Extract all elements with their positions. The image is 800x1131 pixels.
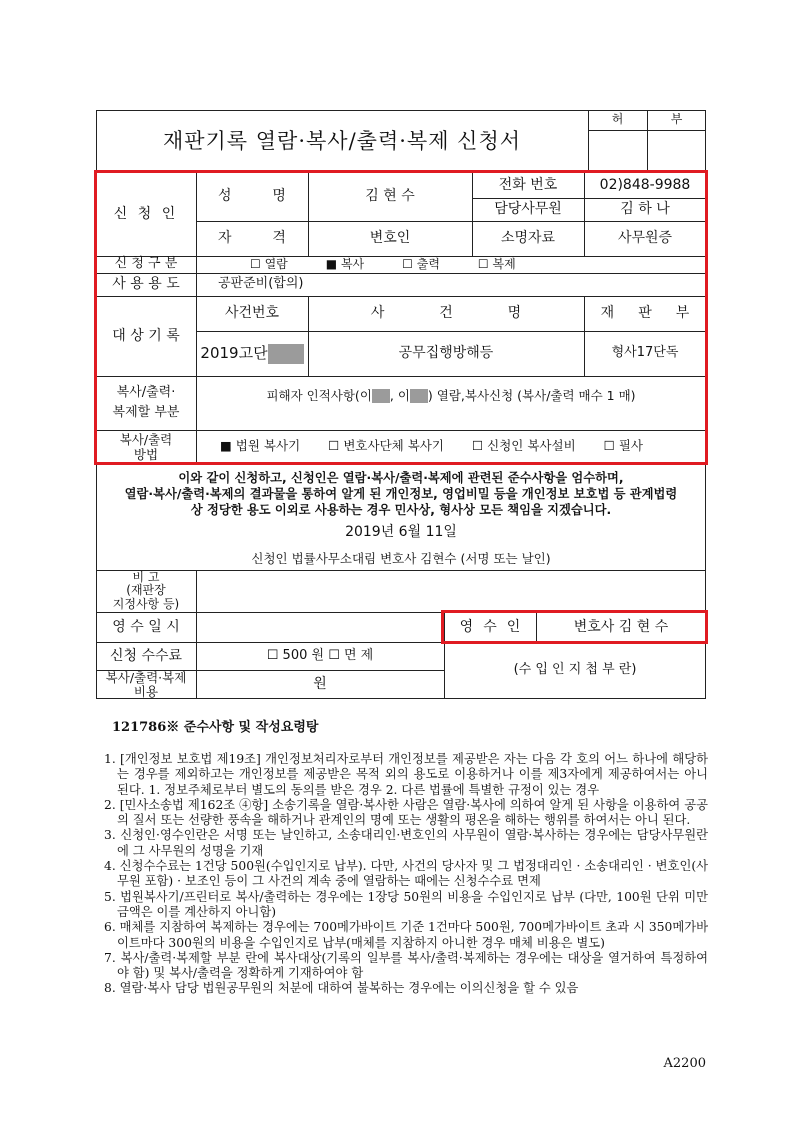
proof-doc-label: 소명자료 — [500, 230, 556, 247]
checkbox-bar-copier[interactable]: ☐ 변호사단체 복사기 — [328, 438, 444, 454]
notice-item: 5. 법원복사기/프린터로 복사/출력하는 경우에는 1장당 50원의 비용을 수입인지로 납부 (다만, 100원 단위 미만 금액은 이를 계산하지 아니함) — [104, 889, 708, 919]
copy-part-field[interactable]: 피해자 인적사항(이 , 이 ) 열람,복사신청 (복사/출력 매수 1 매) — [266, 387, 636, 403]
case-name-field[interactable]: 공무집행방해등 — [398, 345, 494, 362]
notice-item: 8. 열람·복사 담당 법원공무원의 처분에 대하여 불복하는 경우에는 이의신청을 할 수 있음 — [104, 981, 579, 996]
proof-doc-field[interactable]: 사무원증 — [617, 230, 673, 247]
notice-item: 1. [개인정보 보호법 제19조] 개인정보처리자로부터 개인정보를 제공받은 자는 다음 각 호의 어느 하나에 해당하는 경우를 제외하고는 개인정보를 제공받은 목적 외의 용도로 이용하거나 이를 제3자에게 제공하여서는 아니 된다. 1. 정보주체로부터 별도의 동의를 받은 경우 2. 다른 법률에 특별한 규정이 있는 경우 — [104, 752, 708, 797]
form-code: A2200 — [663, 1056, 706, 1071]
checkbox-duplicate[interactable]: ☐ 복제 — [477, 256, 516, 271]
phone-field[interactable]: 02)848-9988 — [599, 176, 691, 193]
pledge-text: 이와 같이 신청하고, 신청인은 열람·복사/출력·복제에 관련된 준수사항을 엄수하며, 열람·복사/출력·복제의 결과물을 통하여 알게 된 개인정보, 영업비밀 등을 개인정보 보호법 등 관계법령 상 정당한 용도 이외로 사용하는 경우 민사상, 형사상 모든 책임을 지겠습니다. — [124, 471, 678, 517]
approval-permit-label: 허 — [611, 112, 624, 127]
highlight-box — [94, 170, 708, 465]
fee-field[interactable]: ☐ 500 원 ☐ 면 제 — [266, 647, 374, 663]
qualification-field[interactable]: 변호인 — [369, 230, 411, 247]
phone-label: 전화 번호 — [498, 176, 558, 193]
receipt-date-label: 영 수 일 시 — [112, 618, 180, 635]
case-number-field[interactable]: 2019고단 — [196, 331, 308, 376]
case-number-label: 사건번호 — [224, 305, 280, 322]
remarks-field[interactable] — [196, 570, 706, 612]
division-label: 재 판 부 — [600, 305, 690, 322]
approval-deny-box[interactable] — [647, 130, 706, 172]
staff-label: 담당사무원 — [494, 201, 562, 218]
name-field[interactable]: 김 현 수 — [365, 188, 415, 205]
notice-item: 4. 신청수수료는 1건당 500원(수입인지로 납부). 다만, 사건의 당사자 및 그 법정대리인 · 소송대리인 · 변호인(사무원 포함) · 보조인 등이 그 사건의 계속 중에 열람하는 때에는 신청수수료 면제 — [104, 859, 708, 889]
notice-item: 2. [민사소송법 제162조 ④항] 소송기록을 열람·복사한 사람은 열람·복사에 의하여 알게 된 사항을 이용하여 공공의 질서 또는 선량한 풍속을 해하거나 관계인의 명예 또는 생활의 평온을 해하는 행위를 하여서는 아니 된다. — [104, 797, 708, 828]
highlight-box — [441, 610, 708, 644]
form-title: 재판기록 열람·복사/출력·복제 신청서 — [162, 128, 522, 153]
remarks-label: 비 고 (재판장 지정사항 등) — [112, 570, 180, 611]
copy-part-label: 복사/출력· 복제할 부분 — [112, 384, 180, 420]
notice-item: 7. 복사/출력·복제할 부분 란에 복사대상(기록의 일부를 복사/출력·복제하는 경우에는 대상을 열거하여 특정하여야 함) 및 복사/출력을 정확하게 기재하여야 함 — [104, 950, 708, 981]
application-date: 2019년 6월 11일 — [345, 524, 457, 540]
division-field[interactable]: 형사17단독 — [611, 345, 679, 361]
copy-cost-field[interactable]: 원 — [313, 676, 327, 693]
target-record-label: 대 상 기 록 — [112, 327, 180, 344]
case-name-label: 사 건 명 — [370, 305, 522, 322]
checkbox-print[interactable]: ☐ 출력 — [402, 256, 440, 271]
applicant-label: 신 청 인 — [113, 205, 179, 222]
notice-item: 6. 매체를 지참하여 복제하는 경우에는 700메가바이트 기준 1건마다 500원, 700메가바이트 초과 시 350메가바이트마다 300원의 비용을 수입인지로 납부(매체를 지참하지 아니한 경우 매체 비용은 별도) — [104, 920, 708, 950]
checkbox-view[interactable]: ☐ 열람 — [250, 256, 288, 271]
fee-label: 신청 수수료 — [109, 647, 183, 664]
applicant-signature[interactable]: 신청인 법률사무소대림 변호사 김현수 (서명 또는 날인) — [251, 551, 551, 566]
copy-cost-label: 복사/출력·복제 비용 — [105, 669, 187, 699]
receiver-label: 영 수 인 — [459, 618, 521, 635]
revenue-stamp-area: (수 입 인 지 첩 부 란) — [513, 662, 637, 678]
staff-field[interactable]: 김 하 나 — [620, 201, 670, 218]
receiver-field[interactable]: 변호사 김 현 수 — [573, 618, 669, 635]
usage-field[interactable]: 공판준비(합의) — [218, 276, 304, 292]
name-label: 성 명 — [218, 188, 286, 205]
checkbox-court-copier[interactable]: ■ 법원 복사기 — [220, 438, 301, 454]
checkbox-own-equipment[interactable]: ☐ 신청인 복사설비 — [471, 438, 576, 454]
notice-item: 3. 신청인·영수인란은 서명 또는 날인하고, 소송대리인·변호인의 사무원이 열람·복사하는 경우에는 담당사무원란에 그 사무원의 성명을 기재 — [104, 828, 708, 858]
request-type-label: 신 청 구 분 — [114, 256, 178, 272]
approval-permit-box[interactable] — [588, 130, 647, 172]
notice-list — [104, 752, 708, 997]
method-label: 복사/출력 방법 — [119, 431, 173, 462]
checkbox-copy[interactable]: ■ 복사 — [325, 256, 365, 271]
approval-deny-label: 부 — [670, 112, 683, 127]
usage-label: 사 용 용 도 — [112, 276, 180, 293]
notice-title: 121786※ 준수사항 및 작성요령탕 — [112, 720, 319, 735]
qualification-label: 자 격 — [218, 230, 286, 247]
checkbox-handwrite[interactable]: ☐ 필사 — [603, 438, 643, 454]
receipt-date-field[interactable] — [196, 612, 444, 642]
